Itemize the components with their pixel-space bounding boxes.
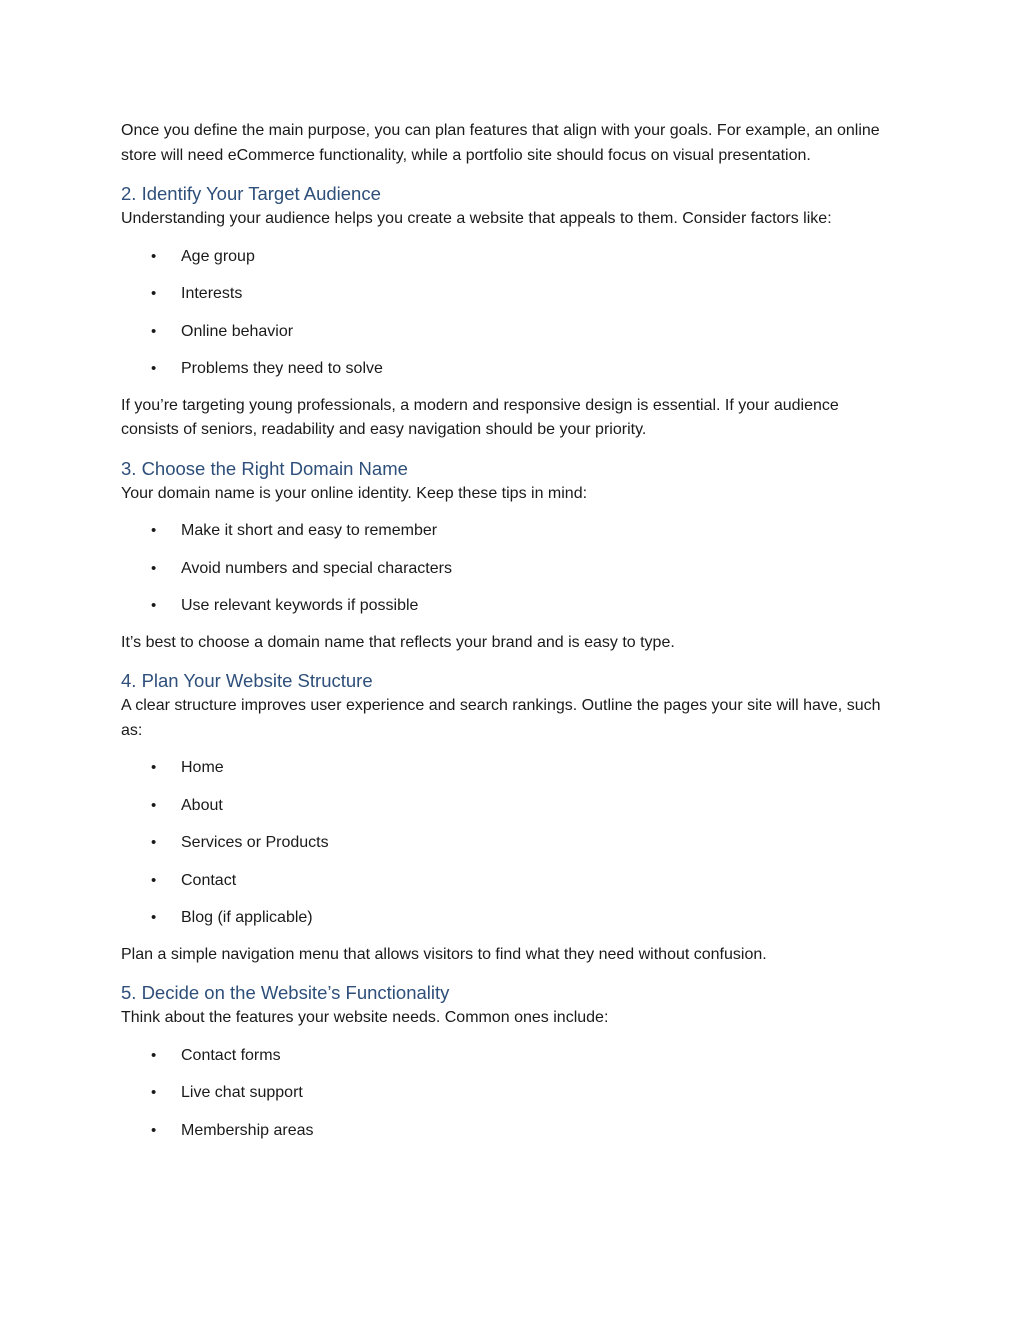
section-heading-domain-name: 3. Choose the Right Domain Name: [121, 457, 408, 479]
bullet-icon: •: [151, 247, 157, 265]
section-closing: It’s best to choose a domain name that reflects your brand and is easy to type.: [121, 633, 675, 651]
list-item: • Age group: [121, 245, 889, 270]
list-item: • Blog (if applicable): [121, 906, 889, 931]
list-item: • Online behavior: [121, 320, 889, 345]
list-item: • Interests: [121, 282, 889, 307]
intro-paragraph: Once you define the main purpose, you can plan features that align with your goals. For example, an online store will need eCommerce functionality, while a portfolio site should focus on visual presentation.: [121, 122, 880, 164]
bullet-list: [121, 245, 889, 382]
bullet-icon: •: [151, 1121, 157, 1139]
list-item: • Make it short and easy to remember: [121, 519, 889, 544]
bullet-list: [121, 756, 889, 931]
section-closing: Plan a simple navigation menu that allows visitors to find what they need without confusion.: [121, 945, 767, 963]
section-closing: If you’re targeting young professionals, a modern and responsive design is essential. If your audience consists of seniors, readability and easy navigation should be your priority.: [121, 396, 839, 438]
section-heading-website-structure: 4. Plan Your Website Structure: [121, 670, 373, 691]
bullet-icon: •: [151, 871, 157, 889]
bullet-list: [121, 519, 889, 619]
document-page: [121, 119, 889, 1143]
section-lead: A clear structure improves user experience and search rankings. Outline the pages your site will have, such as:: [121, 697, 881, 739]
bullet-icon: •: [151, 322, 157, 340]
list-item: • Use relevant keywords if possible: [121, 594, 889, 619]
bullet-icon: •: [151, 597, 157, 614]
bullet-icon: •: [151, 285, 157, 302]
section-lead: Think about the features your website needs. Common ones include:: [121, 1009, 609, 1026]
section-heading-target-audience: 2. Identify Your Target Audience: [121, 183, 381, 204]
bullet-icon: •: [151, 522, 157, 539]
bullet-icon: •: [151, 796, 157, 814]
list-item: • Avoid numbers and special characters: [121, 557, 889, 582]
list-item: • Contact forms: [121, 1044, 889, 1069]
list-item: • Membership areas: [121, 1119, 889, 1144]
section-lead: Understanding your audience helps you create a website that appeals to them. Consider factors like:: [121, 210, 832, 227]
list-item: • Contact: [121, 869, 889, 894]
bullet-icon: •: [151, 559, 157, 577]
list-item: • Problems they need to solve: [121, 357, 889, 382]
bullet-icon: •: [151, 909, 157, 926]
bullet-icon: •: [151, 360, 157, 377]
bullet-list: [121, 1044, 889, 1144]
bullet-icon: •: [151, 834, 157, 851]
bullet-icon: •: [151, 759, 157, 776]
list-item: • Live chat support: [121, 1081, 889, 1106]
bullet-icon: •: [151, 1084, 157, 1101]
bullet-icon: •: [151, 1046, 157, 1064]
list-item: • Home: [121, 756, 889, 781]
section-heading-functionality: 5. Decide on the Website’s Functionality: [121, 982, 450, 1003]
list-item: • About: [121, 794, 889, 819]
list-item: • Services or Products: [121, 831, 889, 856]
section-lead: Your domain name is your online identity. Keep these tips in mind:: [121, 484, 588, 502]
